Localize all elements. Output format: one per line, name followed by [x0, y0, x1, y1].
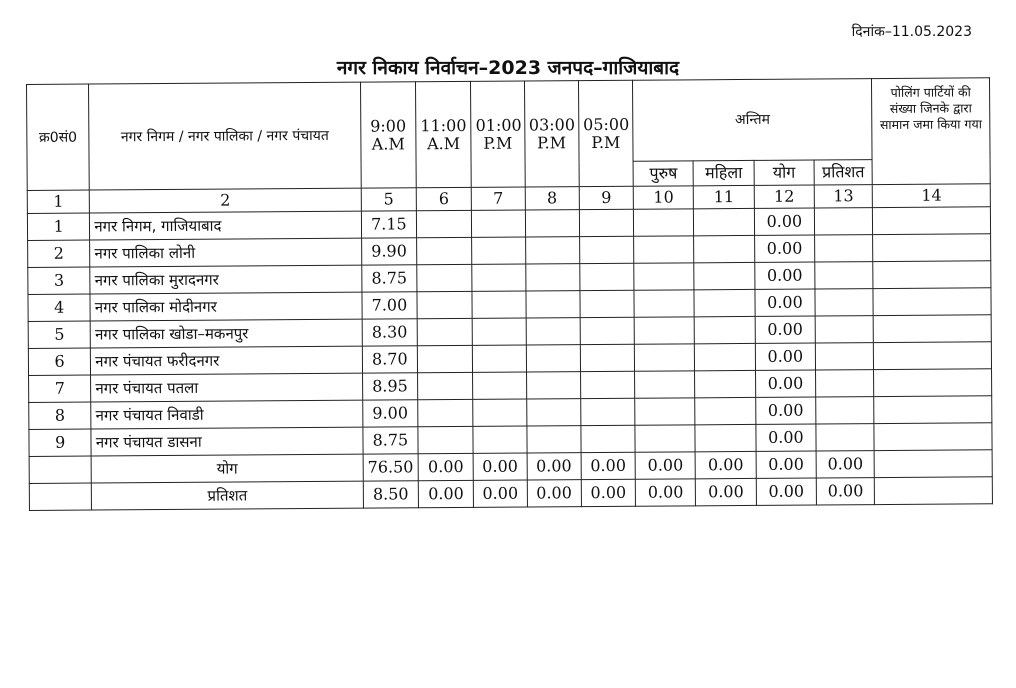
body-name-cell: नगर पालिका लोनी: [90, 238, 362, 267]
col-number: 6: [416, 187, 471, 210]
female-cell: [694, 262, 754, 289]
header-percent: प्रतिशत: [814, 160, 872, 185]
percent-cell: [815, 289, 873, 316]
percent-cell: [816, 370, 874, 397]
polling-parties-cell: [874, 423, 992, 451]
time-5pm-cell: [580, 317, 634, 344]
header-body-type: नगर निगम / नगर पालिका / नगर पंचायत: [89, 82, 361, 190]
male-cell: [634, 236, 694, 263]
percent-cell: [815, 343, 873, 370]
sum-cell: 0.00: [755, 289, 815, 316]
percent-row-value: 0.00: [816, 478, 874, 505]
time-1pm-cell: [473, 345, 526, 372]
percent-cell: [815, 316, 873, 343]
time-9am-cell: 8.75: [363, 427, 418, 454]
body-name-cell: नगर पालिका मोदीनगर: [90, 292, 362, 321]
sum-cell: 0.00: [755, 370, 815, 397]
time-5pm-cell: [580, 344, 634, 371]
sum-cell: 0.00: [754, 262, 814, 289]
time-9am-cell: 8.95: [362, 373, 417, 400]
male-cell: [633, 209, 693, 236]
header-serial: क्र0सं0: [27, 84, 90, 190]
percent-row-value: 0.00: [635, 479, 695, 506]
body-name-cell: नगर पंचायत पतला: [91, 373, 363, 402]
col-number: 5: [361, 188, 416, 211]
header-final: अन्तिम: [633, 79, 873, 162]
male-cell: [635, 371, 695, 398]
time-5pm-cell: [580, 371, 634, 398]
time-1pm-cell: [473, 372, 526, 399]
header-time-9am: 9:00 A.M: [360, 82, 416, 188]
female-cell: [694, 235, 754, 262]
time-11am-cell: [416, 210, 471, 237]
body-name-cell: नगर पालिका मुरादनगर: [90, 265, 362, 294]
female-cell: [695, 316, 755, 343]
col-number: 12: [754, 185, 814, 208]
col-number: 9: [579, 186, 633, 209]
header-time-5pm: 05:00 P.M: [578, 80, 633, 186]
time-3pm-cell: [526, 318, 580, 345]
time-5pm-cell: [580, 290, 634, 317]
time-11am-cell: [417, 237, 472, 264]
time-5pm-cell: [579, 209, 633, 236]
polling-parties-cell: [874, 369, 992, 397]
empty-cell: [29, 483, 91, 510]
female-cell: [695, 397, 755, 424]
polling-parties-cell: [873, 315, 991, 343]
header-male: पुरुष: [633, 161, 693, 186]
header-time-11am: 11:00 A.M: [415, 81, 471, 187]
time-3pm-cell: [526, 291, 580, 318]
total-row-value: 0.00: [581, 452, 635, 479]
sum-cell: 0.00: [755, 397, 815, 424]
sum-cell: 0.00: [754, 208, 814, 235]
time-3pm-cell: [525, 264, 579, 291]
time-1pm-cell: [473, 399, 526, 426]
col-number: 8: [525, 187, 579, 210]
empty-cell: [875, 477, 993, 505]
time-11am-cell: [418, 399, 473, 426]
total-row-label: योग: [91, 454, 363, 483]
col-number: 2: [90, 188, 362, 213]
sum-cell: 0.00: [755, 343, 815, 370]
time-11am-cell: [417, 318, 472, 345]
time-5pm-cell: [581, 425, 635, 452]
time-1pm-cell: [472, 291, 525, 318]
time-11am-cell: [418, 426, 473, 453]
male-cell: [635, 425, 695, 452]
total-row-value: 0.00: [473, 453, 526, 480]
total-row-value: 0.00: [816, 451, 874, 478]
percent-cell: [816, 424, 874, 451]
serial-cell: 3: [28, 267, 90, 294]
col-number: 13: [814, 185, 872, 208]
percent-row-label: प्रतिशत: [92, 481, 364, 510]
serial-cell: 4: [28, 294, 90, 321]
total-row-value: 0.00: [696, 451, 756, 478]
sum-cell: 0.00: [755, 316, 815, 343]
serial-cell: 9: [29, 429, 91, 456]
female-cell: [694, 289, 754, 316]
total-row-value: 0.00: [635, 452, 695, 479]
serial-cell: 8: [29, 402, 91, 429]
header-female: महिला: [693, 160, 753, 185]
total-row-value: 0.00: [418, 453, 473, 480]
col-number: 10: [633, 186, 693, 209]
polling-parties-cell: [873, 288, 991, 316]
time-11am-cell: [417, 345, 472, 372]
male-cell: [635, 398, 695, 425]
time-9am-cell: 9.00: [362, 400, 417, 427]
serial-cell: 7: [29, 375, 91, 402]
body-name-cell: नगर निगम, गाजियाबाद: [90, 211, 362, 240]
total-row-value: 0.00: [756, 451, 816, 478]
time-3pm-cell: [526, 399, 580, 426]
time-9am-cell: 7.00: [362, 292, 417, 319]
time-3pm-cell: [526, 372, 580, 399]
time-1pm-cell: [473, 426, 526, 453]
empty-cell: [29, 456, 91, 483]
sum-cell: 0.00: [754, 235, 814, 262]
percent-row-value: 0.00: [696, 478, 756, 505]
time-1pm-cell: [472, 264, 525, 291]
percent-row-value: 0.00: [474, 480, 527, 507]
time-9am-cell: 8.30: [362, 319, 417, 346]
serial-cell: 1: [27, 213, 89, 240]
date-label: दिनांक–11.05.2023: [851, 24, 972, 40]
time-11am-cell: [418, 372, 473, 399]
header-time-1pm: 01:00 P.M: [471, 81, 525, 187]
time-3pm-cell: [525, 210, 579, 237]
polling-parties-cell: [873, 234, 991, 262]
time-1pm-cell: [472, 210, 525, 237]
male-cell: [634, 290, 694, 317]
female-cell: [695, 370, 755, 397]
body-name-cell: नगर पंचायत निवाडी: [91, 400, 363, 429]
time-9am-cell: 9.90: [361, 238, 416, 265]
percent-row-value: 0.00: [581, 479, 635, 506]
page-title: नगर निकाय निर्वाचन–2023 जनपद–गाजियाबाद: [336, 57, 680, 79]
time-1pm-cell: [472, 237, 525, 264]
percent-row-value: 8.50: [363, 481, 418, 508]
percent-row-value: 0.00: [527, 480, 581, 507]
percent-cell: [815, 235, 873, 262]
percent-cell: [816, 397, 874, 424]
col-number: 14: [873, 184, 991, 208]
col-number: 1: [27, 190, 89, 213]
time-5pm-cell: [580, 263, 634, 290]
female-cell: [695, 424, 755, 451]
male-cell: [634, 344, 694, 371]
time-11am-cell: [417, 291, 472, 318]
percent-row: [29, 477, 992, 511]
sum-cell: 0.00: [756, 424, 816, 451]
body-name-cell: नगर पालिका खोडा–मकनपुर: [90, 319, 362, 348]
col-number: 11: [694, 185, 754, 208]
col-number: 7: [472, 187, 525, 210]
time-5pm-cell: [579, 236, 633, 263]
percent-row-value: 0.00: [418, 480, 473, 507]
serial-cell: 6: [28, 348, 90, 375]
male-cell: [634, 263, 694, 290]
time-1pm-cell: [472, 318, 525, 345]
male-cell: [634, 317, 694, 344]
polling-parties-cell: [874, 396, 992, 424]
time-11am-cell: [417, 264, 472, 291]
total-row-value: 0.00: [527, 453, 581, 480]
polling-parties-cell: [874, 342, 992, 370]
time-9am-cell: 8.75: [361, 265, 416, 292]
percent-cell: [814, 208, 872, 235]
header-polling-parties: पोलिंग पार्टियों की संख्या जिनके द्वारा सामान जमा किया गया: [872, 78, 990, 185]
header-time-3pm: 03:00 P.M: [524, 81, 579, 187]
percent-cell: [815, 262, 873, 289]
header-sum: योग: [754, 160, 814, 185]
time-3pm-cell: [525, 237, 579, 264]
time-5pm-cell: [581, 398, 635, 425]
empty-cell: [874, 450, 992, 478]
time-3pm-cell: [526, 345, 580, 372]
female-cell: [695, 343, 755, 370]
time-9am-cell: 7.15: [361, 211, 416, 238]
polling-parties-cell: [873, 261, 991, 289]
female-cell: [694, 208, 754, 235]
serial-cell: 5: [28, 321, 90, 348]
body-name-cell: नगर पंचायत फरीदनगर: [91, 346, 363, 375]
table-body: [27, 184, 992, 511]
serial-cell: 2: [28, 240, 90, 267]
time-9am-cell: 8.70: [362, 346, 417, 373]
turnout-table: [26, 77, 993, 511]
total-row-value: 76.50: [363, 454, 418, 481]
percent-row-value: 0.00: [756, 478, 816, 505]
polling-parties-cell: [873, 207, 991, 235]
time-3pm-cell: [526, 426, 580, 453]
body-name-cell: नगर पंचायत डासना: [91, 427, 363, 456]
